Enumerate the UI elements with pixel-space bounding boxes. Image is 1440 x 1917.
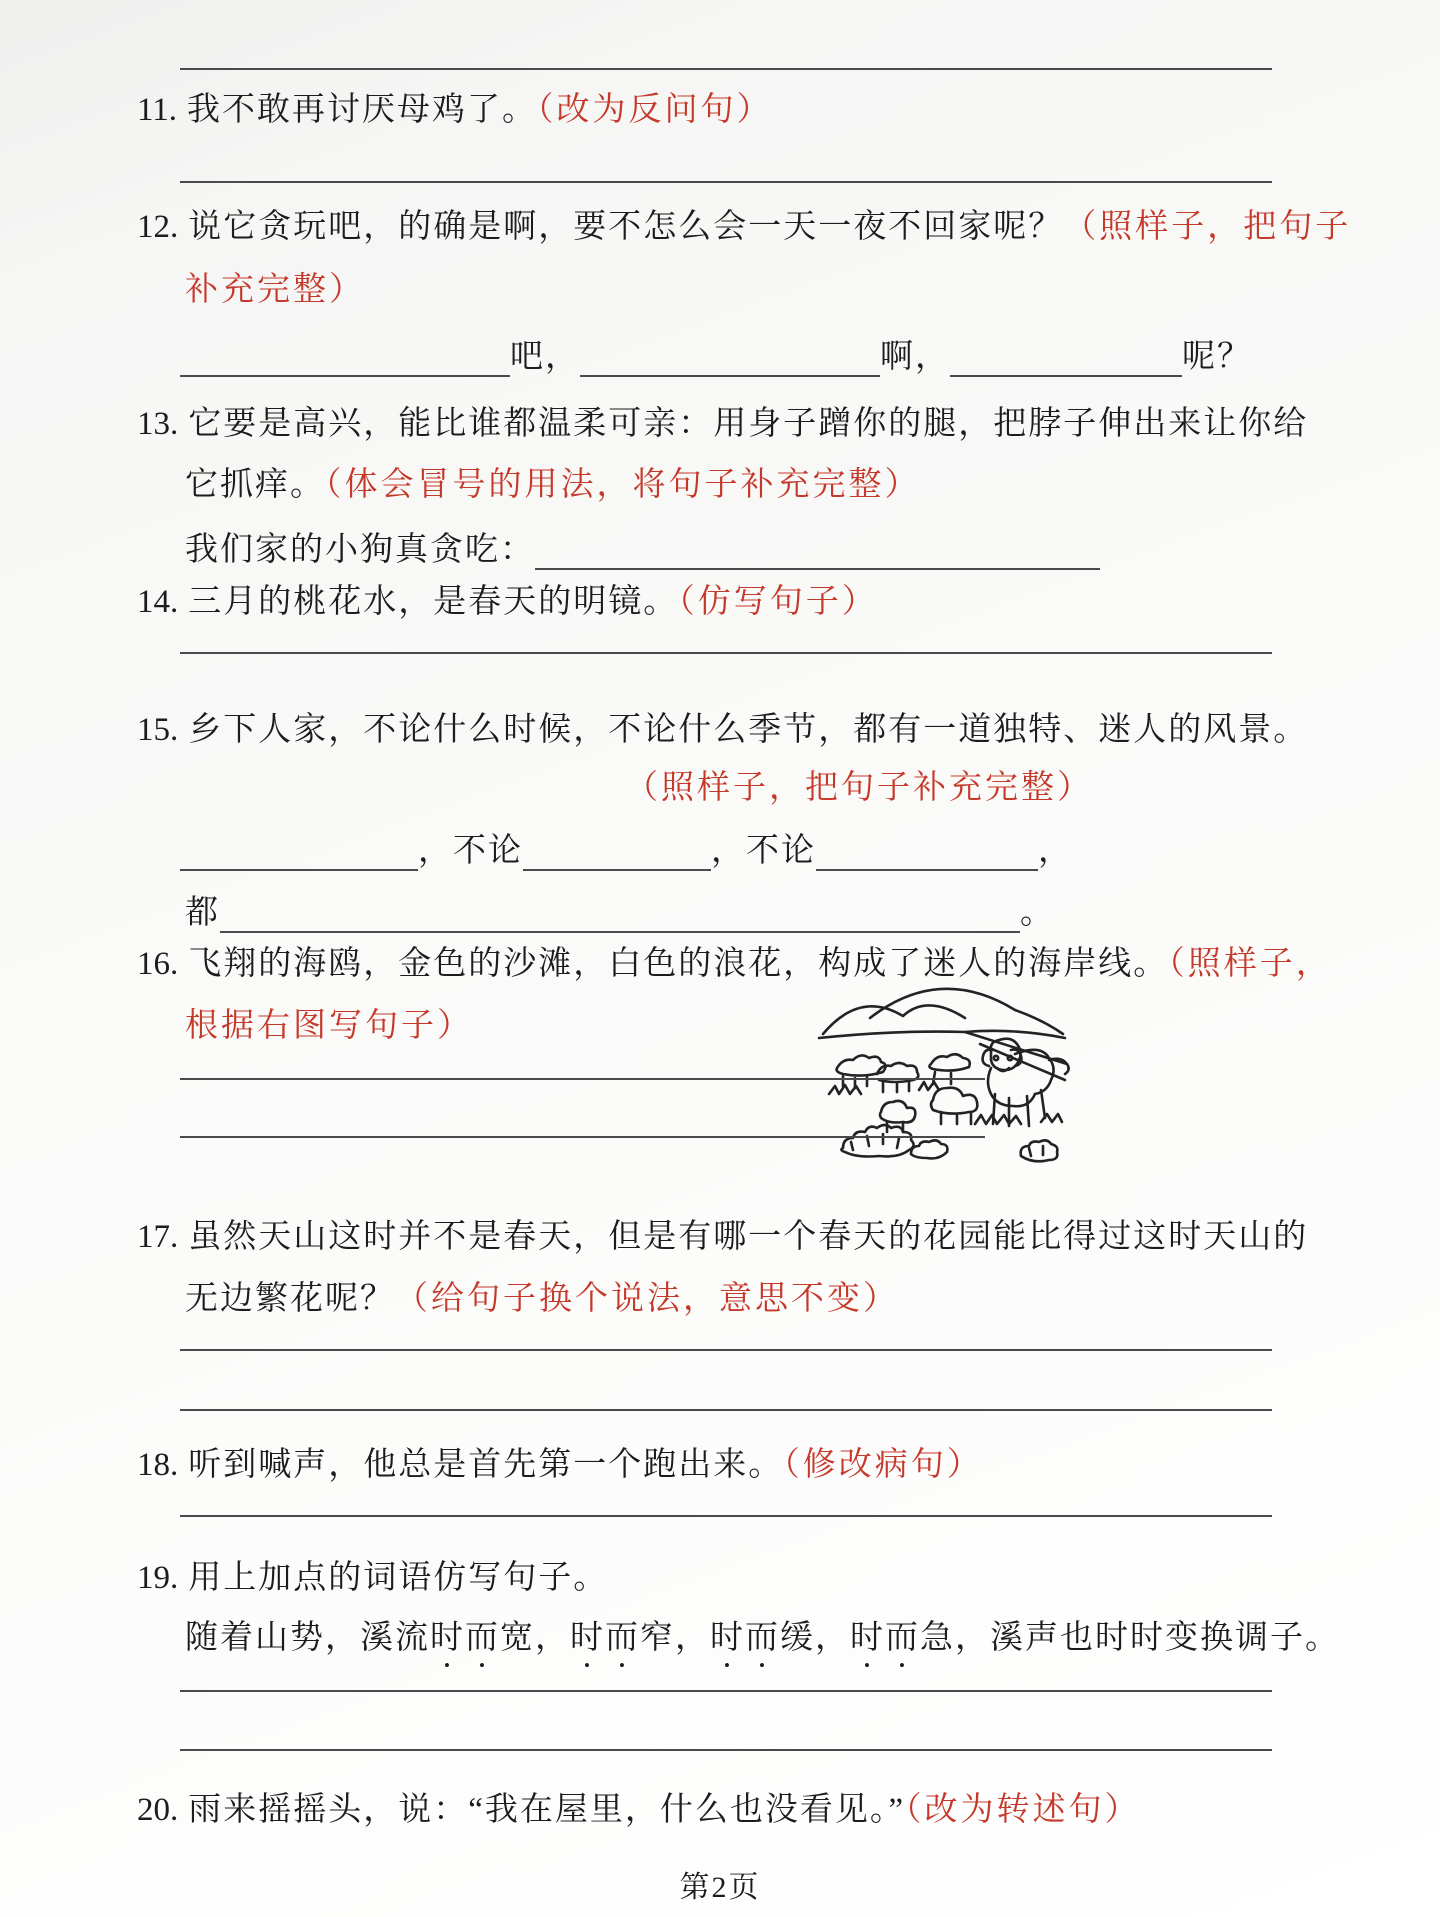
answer-line [180,1690,1272,1692]
question-text: 飞翔的海鸥，金色的沙滩，白色的浪花，构成了迷人的海岸线。 [188,946,1169,982]
question-18 [137,1443,983,1488]
question-text: 它抓痒。 [185,467,325,503]
example-sentence-with-emphasis-dots: 随着山势，溪流时而宽，时而窄，时而缓，时而急，溪声也时时变换调子。 [185,1620,1340,1656]
answer-line [180,1749,1272,1751]
instruction-tag: （给句子换个说法，意思不变） [395,1281,899,1317]
instruction-tag: （仿写句子） [678,584,878,620]
fill-blank [950,335,1182,377]
answer-line [180,1349,1272,1351]
question-16-instruction-wrap [185,1004,473,1049]
answer-line [180,1515,1272,1517]
fill-blank [180,829,418,871]
question-number: 18. [137,1447,179,1483]
question-number: 16. [137,946,179,982]
question-15-fill-line-1 [180,824,1073,871]
question-text: 乡下人家，不论什么时候，不论什么季节，都有一道独特、迷人的风景。 [188,712,1309,748]
fill-blank [535,528,1100,570]
question-12-fill-line [180,330,1252,377]
answer-line [180,1136,985,1138]
fill-word: ，不论 [418,833,523,869]
question-number: 15. [137,712,179,748]
question-13-line2 [185,463,921,508]
question-number: 14. [137,584,179,620]
instruction-tag: （修改病句） [783,1447,983,1483]
question-12-instruction-wrap [185,268,365,313]
question-number: 17. [137,1219,179,1255]
fill-blank [816,829,1038,871]
fill-word: 都 [185,895,220,931]
question-13 [137,402,1308,447]
instruction-tag: （照样子，把句子补充完整） [625,770,1093,806]
question-number: 12. [137,209,179,245]
question-19 [137,1556,608,1601]
fill-blank [523,829,711,871]
question-number: 13. [137,406,179,442]
answer-line [180,1409,1272,1411]
question-text: 用上加点的词语仿写句子。 [188,1560,609,1596]
question-13-prompt-line [185,523,1100,570]
answer-line [180,181,1272,183]
question-15-fill-line-2 [185,886,1055,933]
instruction-tag: 补充完整） [185,272,365,308]
instruction-tag: （照样子， [1168,946,1332,982]
fill-word: ， [1038,833,1073,869]
fill-word: 呢？ [1182,339,1252,375]
pasture-illustration [815,972,1073,1172]
question-text: 听到喊声，他总是首先第一个跑出来。 [188,1447,784,1483]
fill-blank [180,335,510,377]
answer-line [180,1078,985,1080]
page-number: 第2页 [679,1871,761,1904]
question-text: 雨来摇摇头，说：“我在屋里，什么也没看见。” [188,1792,906,1828]
question-19-example-sentence [185,1616,1340,1675]
question-text: 三月的桃花水，是春天的明镜。 [188,584,679,620]
question-text: 我不敢再讨厌母鸡了。 [187,92,538,128]
question-number: 19. [137,1560,179,1596]
question-16 [137,942,1332,987]
question-15-instruction [625,766,1093,811]
question-17 [137,1215,1308,1260]
pasture-sketch [815,972,1073,1172]
instruction-tag: 根据右图写句子） [185,1008,473,1044]
fill-word: 吧， [510,339,580,375]
question-15 [137,708,1308,753]
question-number: 20. [137,1792,179,1828]
question-text: 虽然天山这时并不是春天，但是有哪一个春天的花园能比得过这时天山的 [188,1219,1309,1255]
question-14 [137,580,878,625]
fill-word: 。 [1020,895,1055,931]
instruction-tag: （照样子，把句子 [1063,209,1352,245]
question-text: 说它贪玩吧，的确是啊，要不怎么会一天一夜不回家呢？ [188,209,1064,245]
instruction-tag: （体会冒号的用法，将句子补充完整） [325,467,921,503]
question-text: 无边繁花呢？ [185,1281,395,1317]
answer-line [180,68,1272,70]
fill-word: ，不论 [711,833,816,869]
instruction-tag: （改为转述句） [905,1792,1141,1828]
question-number: 11. [137,92,178,128]
fill-blank [220,891,1020,933]
question-17-line2 [185,1277,899,1322]
question-11 [137,88,773,133]
answer-line [180,652,1272,654]
question-20 [137,1788,1141,1833]
question-12 [137,205,1351,250]
instruction-tag: （改为反问句） [537,92,773,128]
prompt-text: 我们家的小狗真贪吃： [185,532,535,568]
question-text: 它要是高兴，能比谁都温柔可亲：用身子蹭你的腿，把脖子伸出来让你给 [188,406,1309,442]
fill-word: 啊， [880,339,950,375]
fill-blank [580,335,880,377]
